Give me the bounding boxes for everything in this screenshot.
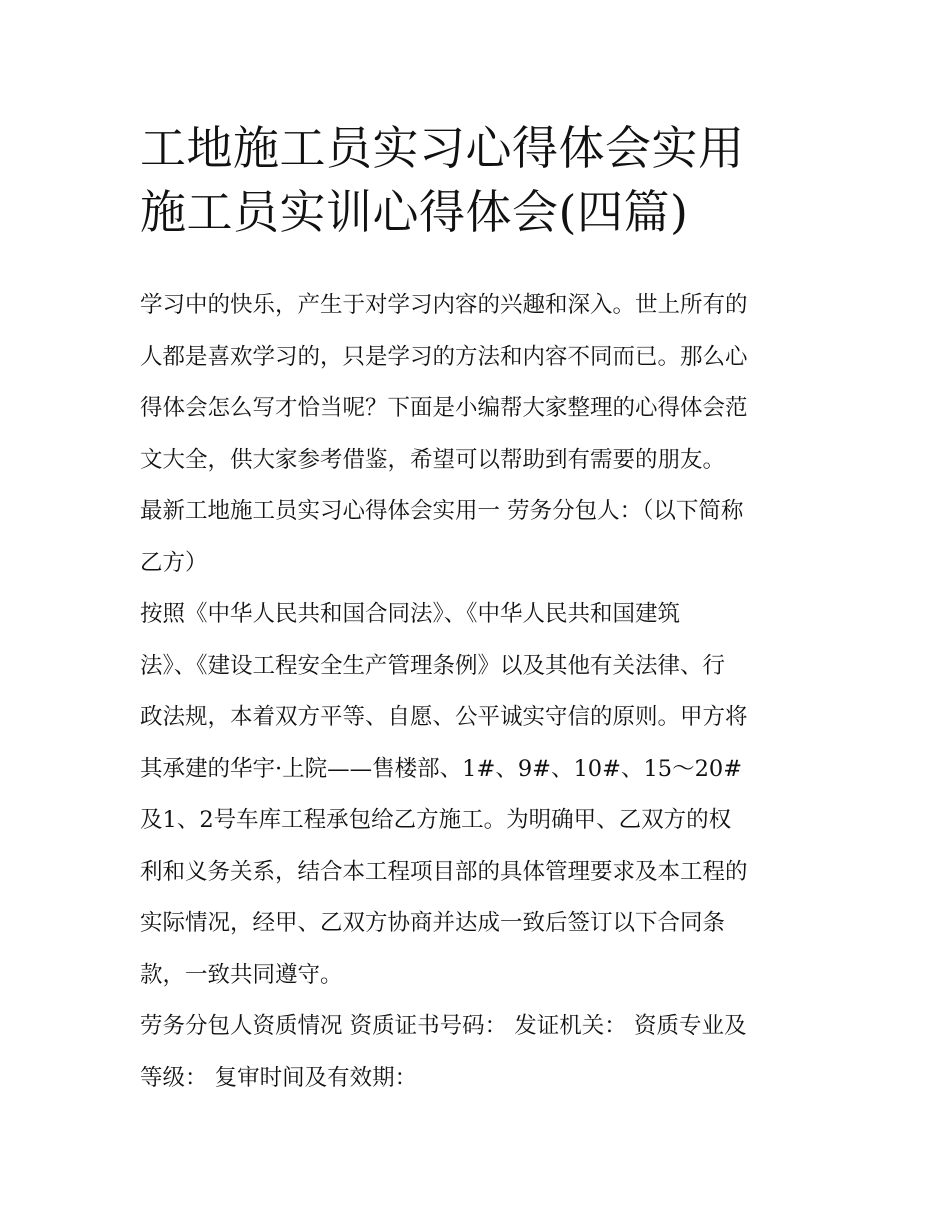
body-line: 利和义务关系，结合本工程项目部的具体管理要求及本工程的 [140,858,748,885]
title-line-2: 施工员实训心得体会(四篇) [140,185,689,239]
body-line: 实际情况，经甲、乙双方协商并达成一致后签订以下合同条 [140,910,726,936]
body-line: 法》、《建设工程安全生产管理条例》以及其他有关法律、行 [140,652,726,679]
body-line: 最新工地施工员实习心得体会实用一 劳务分包人：（以下简称 [140,498,744,524]
body-line: 及1、2号车库工程承包给乙方施工。为明确甲、乙双方的权 [140,807,732,833]
body-line: 政法规，本着双方平等、自愿、公平诚实守信的原则。甲方将 [140,704,748,730]
body-line: 其承建的华宇·上院——售楼部、1#、9#、10#、15～20# [140,755,743,782]
document-body [140,280,820,1104]
body-line: 按照《中华人民共和国合同法》、《中华人民共和国建筑 [140,601,681,627]
body-line: 劳务分包人资质情况 资质证书号码： 发证机关： 资质专业及 [140,1013,747,1039]
body-line: 得体会怎么写才恰当呢？下面是小编帮大家整理的心得体会范 [140,395,748,421]
body-line: 乙方） [140,549,208,576]
document-title [140,116,840,244]
body-line: 学习中的快乐，产生于对学习内容的兴趣和深入。世上所有的 [140,292,748,318]
body-line: 等级： 复审时间及有效期： [140,1064,418,1091]
body-line: 人都是喜欢学习的，只是学习的方法和内容不同而已。那么心 [140,343,748,370]
body-line: 文大全，供大家参考借鉴，希望可以帮助到有需要的朋友。 [140,446,726,473]
body-line: 款，一致共同遵守。 [140,961,343,988]
title-line-1: 工地施工员实习心得体会实用 [140,121,745,175]
